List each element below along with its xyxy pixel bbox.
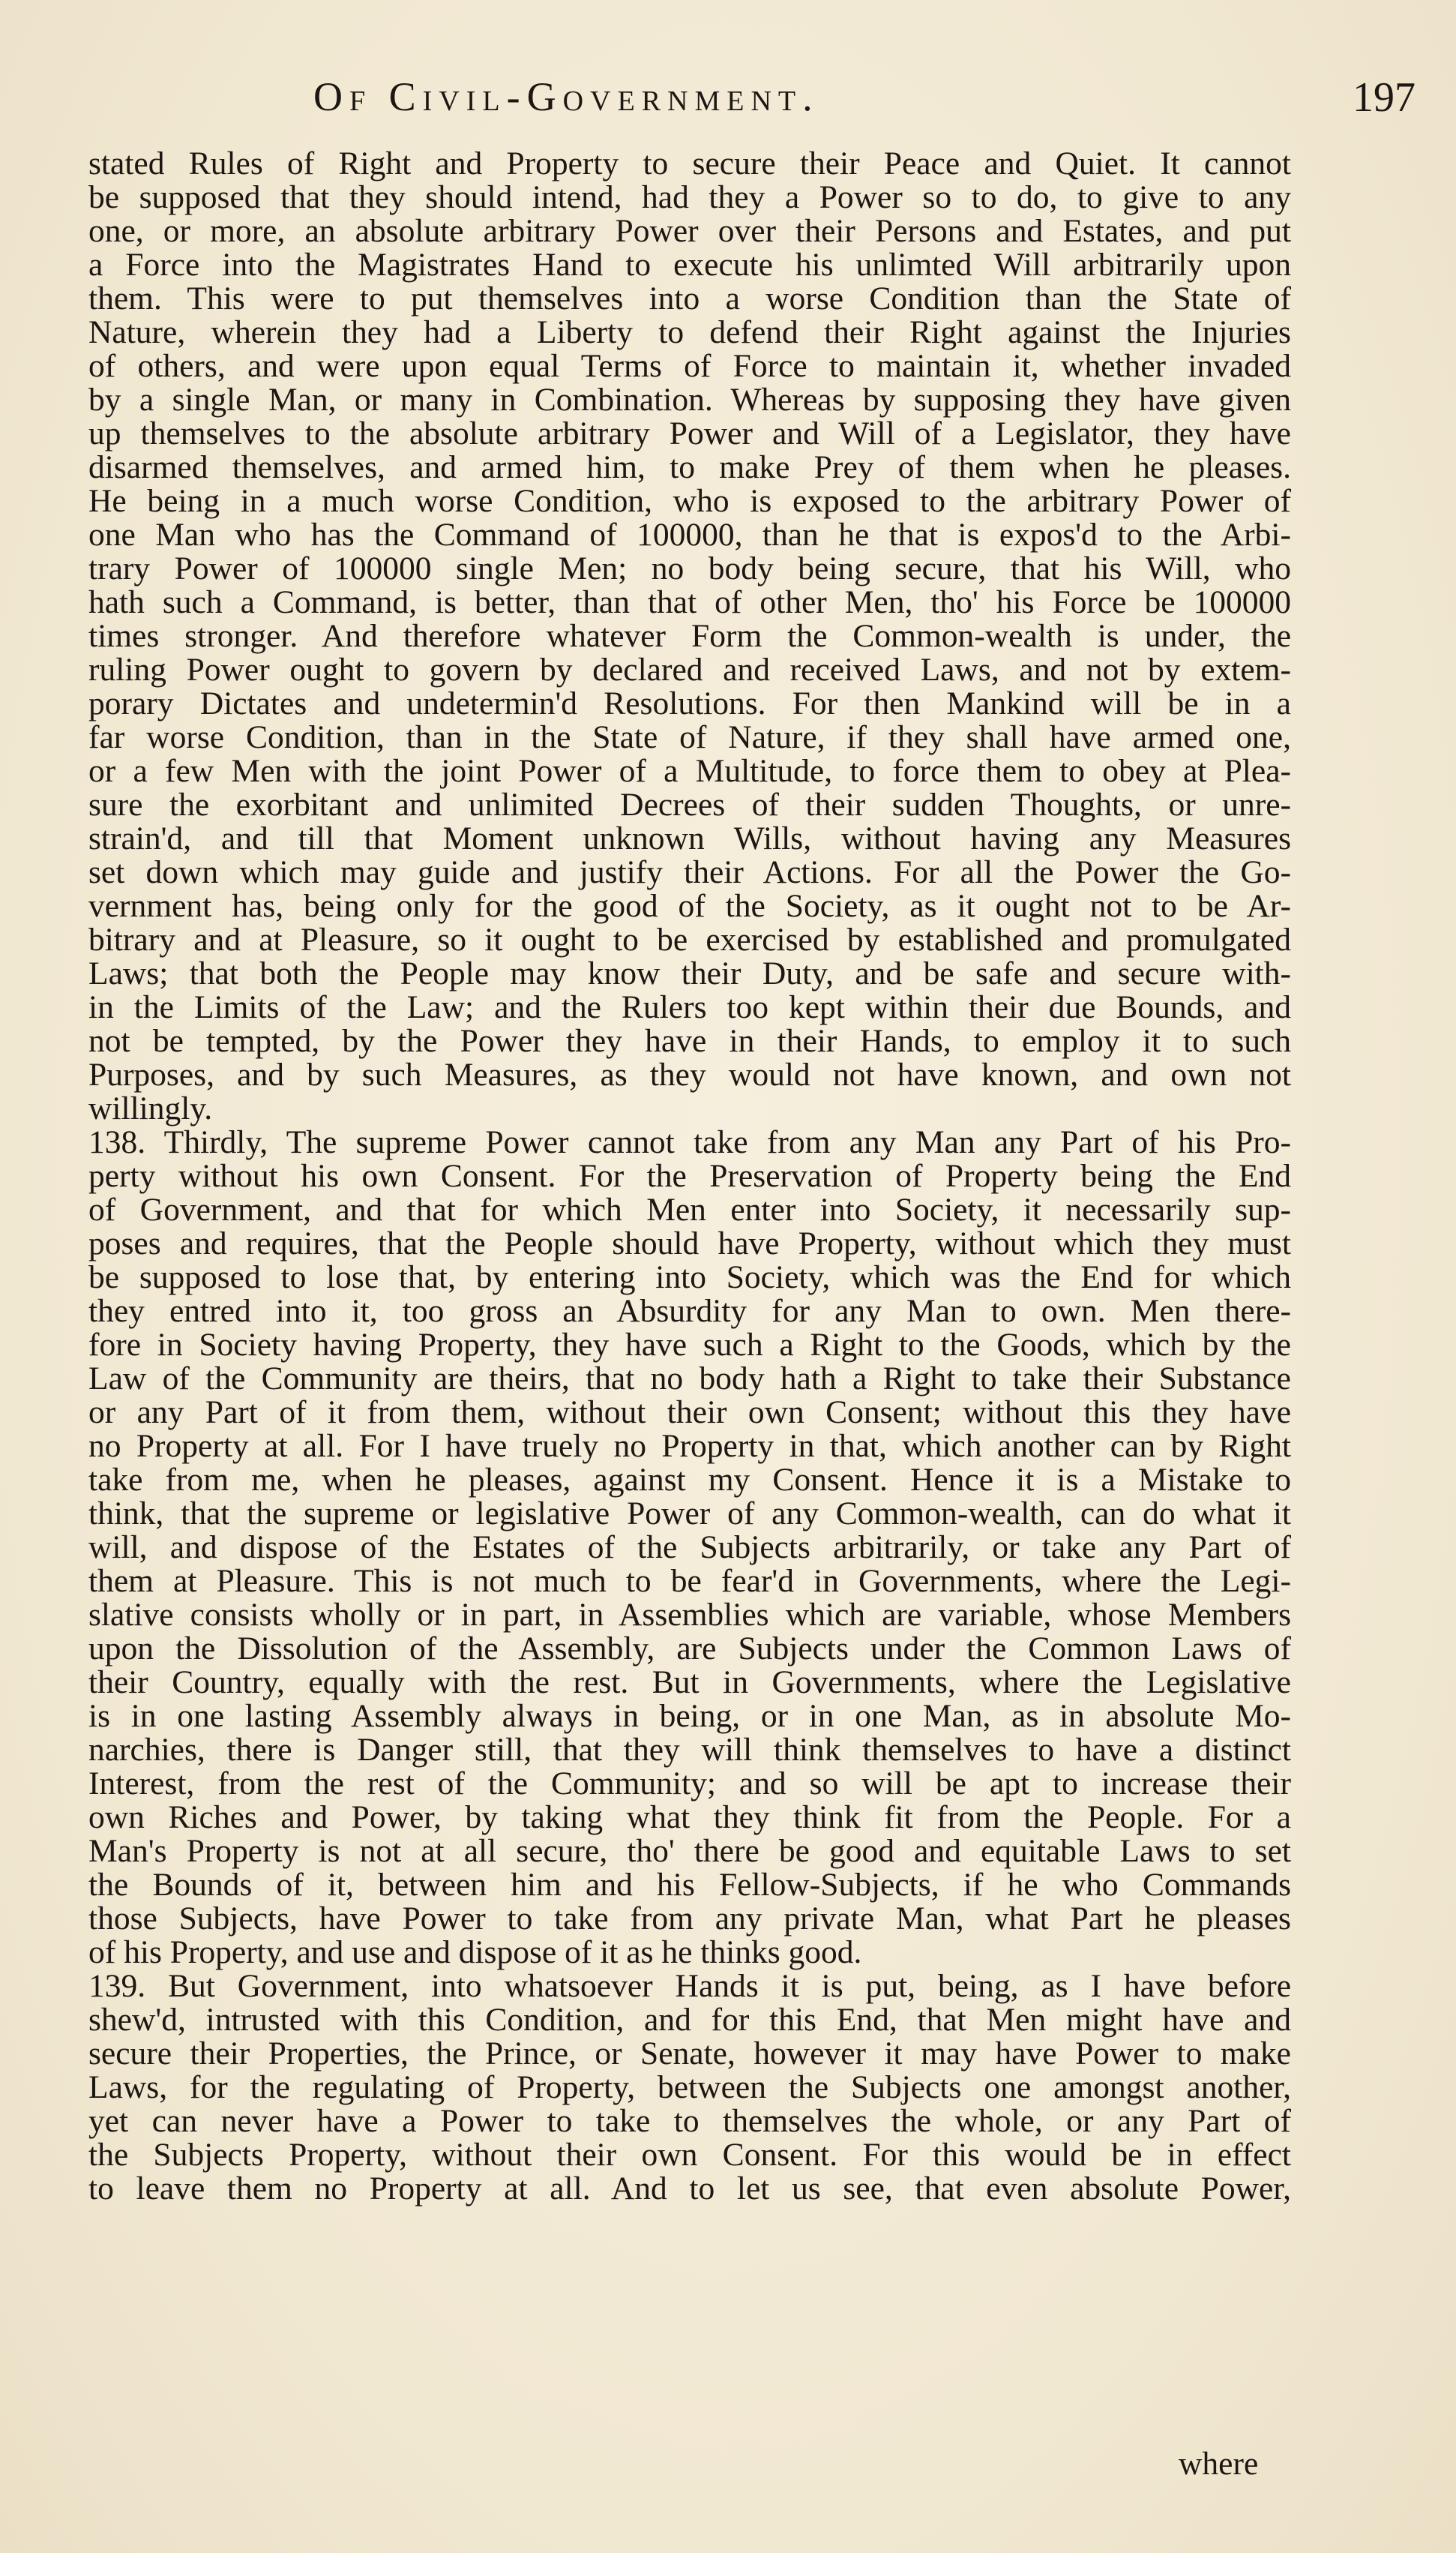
text-line: willingly. <box>88 1090 213 1126</box>
text-line: to leave them no Property at all. And to let us see, that even absolute Power, <box>88 2170 1291 2206</box>
text-line: porary Dictates and undetermin'd Resolutions. For then Mankind will be in a <box>88 686 1291 722</box>
text-line: one Man who has the Command of 100000, than he that is expos'd to the Arbi- <box>88 517 1291 553</box>
text-line: poses and requires, that the People should have Property, without which they must <box>88 1226 1291 1262</box>
text-line: one, or more, an absolute arbitrary Power over their Persons and Estates, and put <box>88 213 1291 249</box>
text-line: disarmed themselves, and armed him, to make Prey of them when he pleases. <box>88 449 1291 485</box>
text-line: yet can never have a Power to take to themselves the whole, or any Part of <box>88 2103 1291 2139</box>
text-line: bitrary and at Pleasure, so it ought to be exercised by established and promulgated <box>88 922 1291 958</box>
text-line: Interest, from the rest of the Community; and so will be apt to increase their <box>88 1766 1291 1802</box>
text-line: Laws, for the regulating of Property, between the Subjects one amongst another, <box>88 2069 1291 2105</box>
text-line: narchies, there is Danger still, that they will think themselves to have a distinct <box>88 1732 1291 1768</box>
text-line: He being in a much worse Condition, who is exposed to the arbitrary Power of <box>88 483 1291 519</box>
text-line: Man's Property is not at all secure, tho' there be good and equitable Laws to set <box>88 1833 1291 1869</box>
running-head-title: Of Civil-Government. <box>313 74 819 119</box>
text-line: slative consists wholly or in part, in Assemblies which are variable, whose Members <box>88 1597 1291 1633</box>
text-line: up themselves to the absolute arbitrary Power and Will of a Legislator, they have <box>88 416 1291 452</box>
text-line: them at Pleasure. This is not much to be fear'd in Governments, where the Legi- <box>88 1563 1291 1599</box>
text-line: set down which may guide and justify their Actions. For all the Power the Go- <box>88 854 1291 890</box>
text-line: sure the exorbitant and unlimited Decrees of their sudden Thoughts, or unre- <box>88 787 1291 823</box>
text-line: is in one lasting Assembly always in being, or in one Man, as in absolute Mo- <box>88 1698 1291 1734</box>
text-line: perty without his own Consent. For the Preservation of Property being the End <box>88 1158 1291 1194</box>
text-line: far worse Condition, than in the State of Nature, if they shall have armed one, <box>88 719 1291 755</box>
text-line: no Property at all. For I have truely no Property in that, which another can by Right <box>88 1428 1291 1464</box>
text-line: the Bounds of it, between him and his Fellow-Subjects, if he who Commands <box>88 1867 1291 1903</box>
text-line: 138. Thirdly, The supreme Power cannot take from any Man any Part of his Pro- <box>88 1124 1291 1160</box>
text-line: strain'd, and till that Moment unknown Wills, without having any Measures <box>88 820 1291 856</box>
text-line: Purposes, and by such Measures, as they would not have known, and own not <box>88 1057 1291 1093</box>
body-text <box>88 147 1291 2206</box>
text-line: those Subjects, have Power to take from any private Man, what Part he pleases <box>88 1900 1291 1936</box>
text-line: will, and dispose of the Estates of the Subjects arbitrarily, or take any Part of <box>88 1529 1291 1565</box>
text-line: be supposed to lose that, by entering into Society, which was the End for which <box>88 1259 1291 1295</box>
text-line: or any Part of it from them, without their own Consent; without this they have <box>88 1394 1291 1430</box>
text-line: upon the Dissolution of the Assembly, are Subjects under the Common Laws of <box>88 1630 1291 1666</box>
text-line: trary Power of 100000 single Men; no body being secure, that his Will, who <box>88 550 1291 586</box>
text-line: shew'd, intrusted with this Condition, and for this End, that Men might have and <box>88 2002 1291 2038</box>
text-line: hath such a Command, is better, than that of other Men, tho' his Force be 100000 <box>88 584 1291 620</box>
text-line: own Riches and Power, by taking what they think fit from the People. For a <box>88 1799 1291 1835</box>
text-line: by a single Man, or many in Combination. Whereas by supposing they have given <box>88 382 1291 418</box>
text-line: think, that the supreme or legislative Power of any Common-wealth, can do what it <box>88 1496 1291 1532</box>
running-head <box>88 74 1416 134</box>
text-line: Law of the Community are theirs, that no body hath a Right to take their Substance <box>88 1360 1291 1396</box>
text-line: them. This were to put themselves into a worse Condition than the State of <box>88 280 1291 316</box>
text-line: of his Property, and use and dispose of it as he thinks good. <box>88 1934 862 1970</box>
text-line: or a few Men with the joint Power of a Multitude, to force them to obey at Plea- <box>88 753 1291 789</box>
text-line: fore in Society having Property, they have such a Right to the Goods, which by the <box>88 1327 1291 1363</box>
text-line: stated Rules of Right and Property to secure their Peace and Quiet. It cannot <box>88 146 1291 182</box>
text-line: times stronger. And therefore whatever Form the Common-wealth is under, the <box>88 618 1291 654</box>
text-line: Nature, wherein they had a Liberty to defend their Right against the Injuries <box>88 314 1291 350</box>
text-line: of others, and were upon equal Terms of Force to maintain it, whether invaded <box>88 348 1291 384</box>
text-line: secure their Properties, the Prince, or Senate, however it may have Power to make <box>88 2036 1291 2072</box>
text-line: take from me, when he pleases, against my Consent. Hence it is a Mistake to <box>88 1462 1291 1498</box>
text-line: a Force into the Magistrates Hand to execute his unlimted Will arbitrarily upon <box>88 247 1291 283</box>
text-line: not be tempted, by the Power they have in their Hands, to employ it to such <box>88 1023 1291 1059</box>
page-number: 197 <box>1353 74 1416 121</box>
text-line: Laws; that both the People may know their Duty, and be safe and secure with- <box>88 956 1291 992</box>
text-line: their Country, equally with the rest. But in Governments, where the Legislative <box>88 1664 1291 1700</box>
catchword: where <box>1179 2446 1259 2482</box>
text-line: of Government, and that for which Men enter into Society, it necessarily sup- <box>88 1192 1291 1228</box>
text-line: vernment has, being only for the good of the Society, as it ought not to be Ar- <box>88 888 1291 924</box>
text-line: the Subjects Property, without their own Consent. For this would be in effect <box>88 2137 1291 2173</box>
text-line: be supposed that they should intend, had they a Power so to do, to give to any <box>88 179 1291 215</box>
text-line: in the Limits of the Law; and the Rulers too kept within their due Bounds, and <box>88 989 1291 1025</box>
text-line: 139. But Government, into whatsoever Hands it is put, being, as I have before <box>88 1968 1291 2004</box>
text-line: ruling Power ought to govern by declared and received Laws, and not by extem- <box>88 652 1291 688</box>
text-line: they entred into it, too gross an Absurdity for any Man to own. Men there- <box>88 1293 1291 1329</box>
